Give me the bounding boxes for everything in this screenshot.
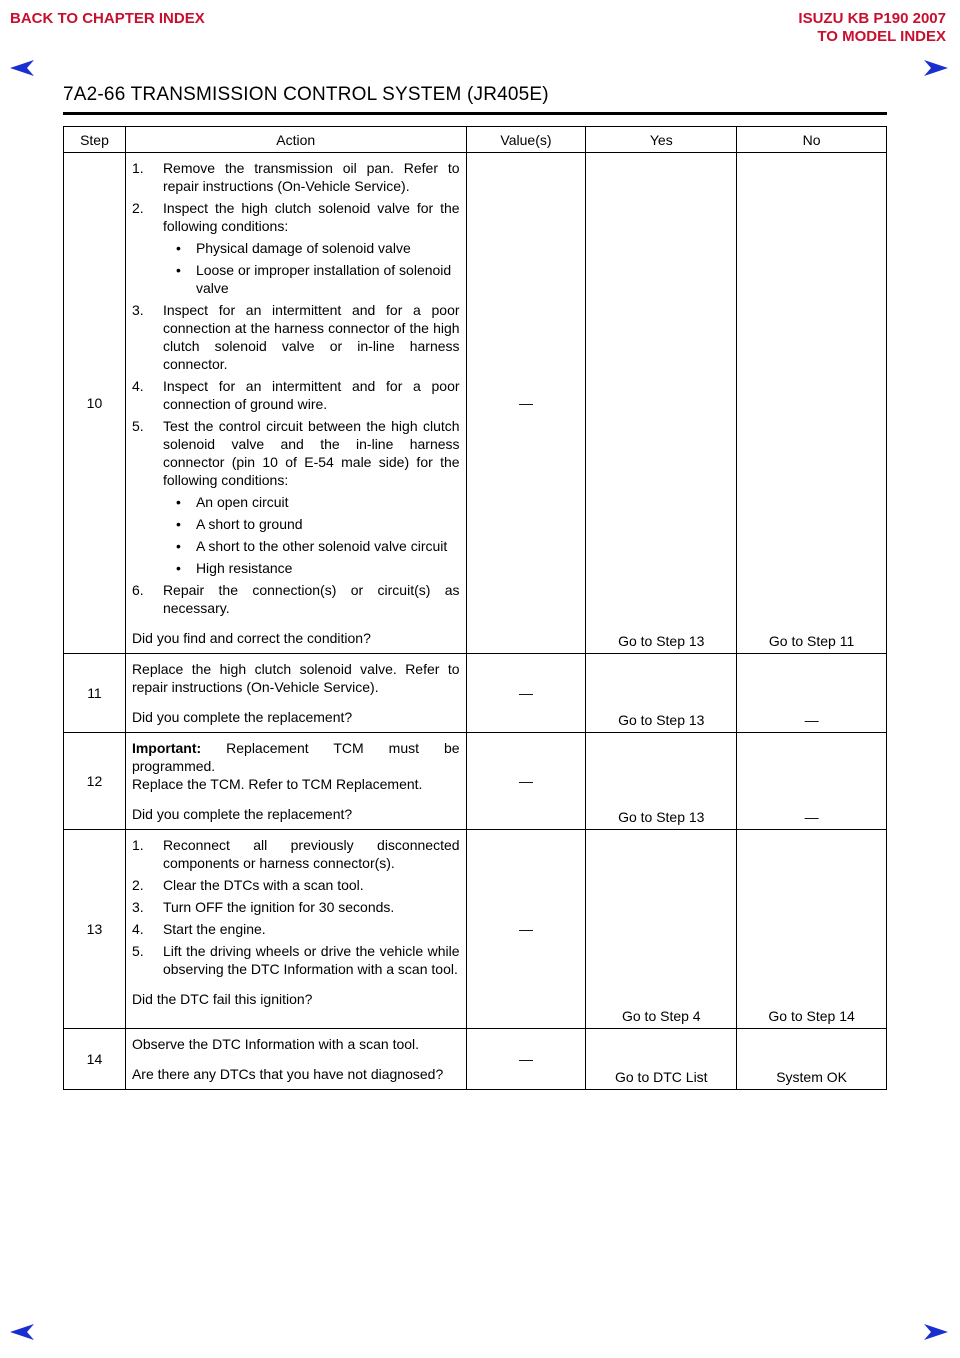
list-item: 2. Clear the DTCs with a scan tool. xyxy=(131,877,364,893)
list-item: 6. Repair the connection(s) or circuit(s) as necessary. xyxy=(131,582,460,616)
no-cell: Go to Step 11 xyxy=(737,153,887,654)
to-model-index-link[interactable]: TO MODEL INDEX xyxy=(817,28,946,45)
yes-cell: Go to DTC List xyxy=(586,1029,737,1090)
header-step: Step xyxy=(64,127,126,153)
bullet-item: • Loose or improper installation of solenoid valve xyxy=(175,262,452,296)
step-number: 10 xyxy=(64,153,126,654)
next-page-arrow-bottom-icon[interactable] xyxy=(922,1322,950,1342)
bullet-item: • High resistance xyxy=(175,560,293,576)
list-item: 1. Reconnect all previously disconnected components or harness connector(s). xyxy=(131,837,460,871)
important-label: Important: xyxy=(131,740,202,756)
question-text: Are there any DTCs that you have not diagnosed? xyxy=(131,1066,444,1082)
value-cell: — xyxy=(466,830,586,1029)
prev-page-arrow-icon[interactable] xyxy=(8,58,36,78)
diagnostic-table xyxy=(63,126,887,1090)
no-cell: Go to Step 14 xyxy=(737,830,887,1029)
header-no: No xyxy=(737,127,887,153)
no-cell: — xyxy=(737,733,887,830)
important-note xyxy=(132,739,460,775)
yes-cell: Go to Step 13 xyxy=(586,733,737,830)
action-cell xyxy=(125,830,466,1029)
action-text: Replace the high clutch solenoid valve. Refer to repair instructions (On-Vehicle Service). xyxy=(131,661,460,695)
table-row xyxy=(64,654,887,733)
question-text: Did you find and correct the condition? xyxy=(131,630,371,646)
bullet-item: • Physical damage of solenoid valve xyxy=(175,240,411,256)
action-text: Replace the TCM. Refer to TCM Replacement. xyxy=(131,776,423,792)
bullet-item: • A short to the other solenoid valve circuit xyxy=(175,538,448,554)
table-row xyxy=(64,1029,887,1090)
value-cell: — xyxy=(466,733,586,830)
model-title-link[interactable]: ISUZU KB P190 2007 xyxy=(798,10,946,27)
question-text: Did you complete the replacement? xyxy=(131,806,353,822)
model-nav xyxy=(798,10,946,46)
question-text: Did the DTC fail this ignition? xyxy=(131,991,313,1007)
list-item: 5. Lift the driving wheels or drive the vehicle while observing the DTC Information with a scan tool. xyxy=(131,943,460,977)
value-cell: — xyxy=(466,153,586,654)
question-text: Did you complete the replacement? xyxy=(131,709,353,725)
table-row xyxy=(64,153,887,654)
table-row xyxy=(64,830,887,1029)
list-item: 1. Remove the transmission oil pan. Refer to repair instructions (On-Vehicle Service). xyxy=(131,160,460,194)
list-item: 3. Turn OFF the ignition for 30 seconds. xyxy=(131,899,395,915)
step-number: 14 xyxy=(64,1029,126,1090)
next-page-arrow-icon[interactable] xyxy=(922,58,950,78)
list-item: 2. Inspect the high clutch solenoid valve for the following conditions: xyxy=(131,200,460,234)
no-cell: — xyxy=(737,654,887,733)
yes-cell: Go to Step 13 xyxy=(586,654,737,733)
back-to-chapter-index-link[interactable]: BACK TO CHAPTER INDEX xyxy=(10,10,205,27)
no-cell: System OK xyxy=(737,1029,887,1090)
yes-cell: Go to Step 4 xyxy=(586,830,737,1029)
action-cell xyxy=(125,733,466,830)
table-row xyxy=(64,733,887,830)
action-cell xyxy=(125,654,466,733)
step-number: 11 xyxy=(64,654,126,733)
header-action: Action xyxy=(125,127,466,153)
table-header-row xyxy=(64,127,887,153)
prev-page-arrow-bottom-icon[interactable] xyxy=(8,1322,36,1342)
list-item: 5. Test the control circuit between the high clutch solenoid valve and the in-line harness connector (pin 10 of E-54 male side) for the following conditions: xyxy=(131,418,460,488)
header-yes: Yes xyxy=(586,127,737,153)
header-divider xyxy=(63,112,887,115)
list-item: 4. Start the engine. xyxy=(131,921,266,937)
page-title: 7A2-66 TRANSMISSION CONTROL SYSTEM (JR405E) xyxy=(63,84,549,105)
header-value: Value(s) xyxy=(466,127,586,153)
bullet-item: • An open circuit xyxy=(175,494,289,510)
step-number: 12 xyxy=(64,733,126,830)
bullet-item: • A short to ground xyxy=(175,516,303,532)
yes-cell: Go to Step 13 xyxy=(586,153,737,654)
important-text: Replacement TCM must be programmed. xyxy=(131,740,460,774)
action-text: Observe the DTC Information with a scan tool. xyxy=(131,1036,420,1052)
value-cell: — xyxy=(466,654,586,733)
value-cell: — xyxy=(466,1029,586,1090)
step-number: 13 xyxy=(64,830,126,1029)
list-item: 4. Inspect for an intermittent and for a poor connection of ground wire. xyxy=(131,378,460,412)
action-cell xyxy=(125,153,466,654)
list-item: 3. Inspect for an intermittent and for a poor connection at the harness connector of the high clutch solenoid valve or in-line harness connector. xyxy=(131,302,460,372)
action-cell xyxy=(125,1029,466,1090)
